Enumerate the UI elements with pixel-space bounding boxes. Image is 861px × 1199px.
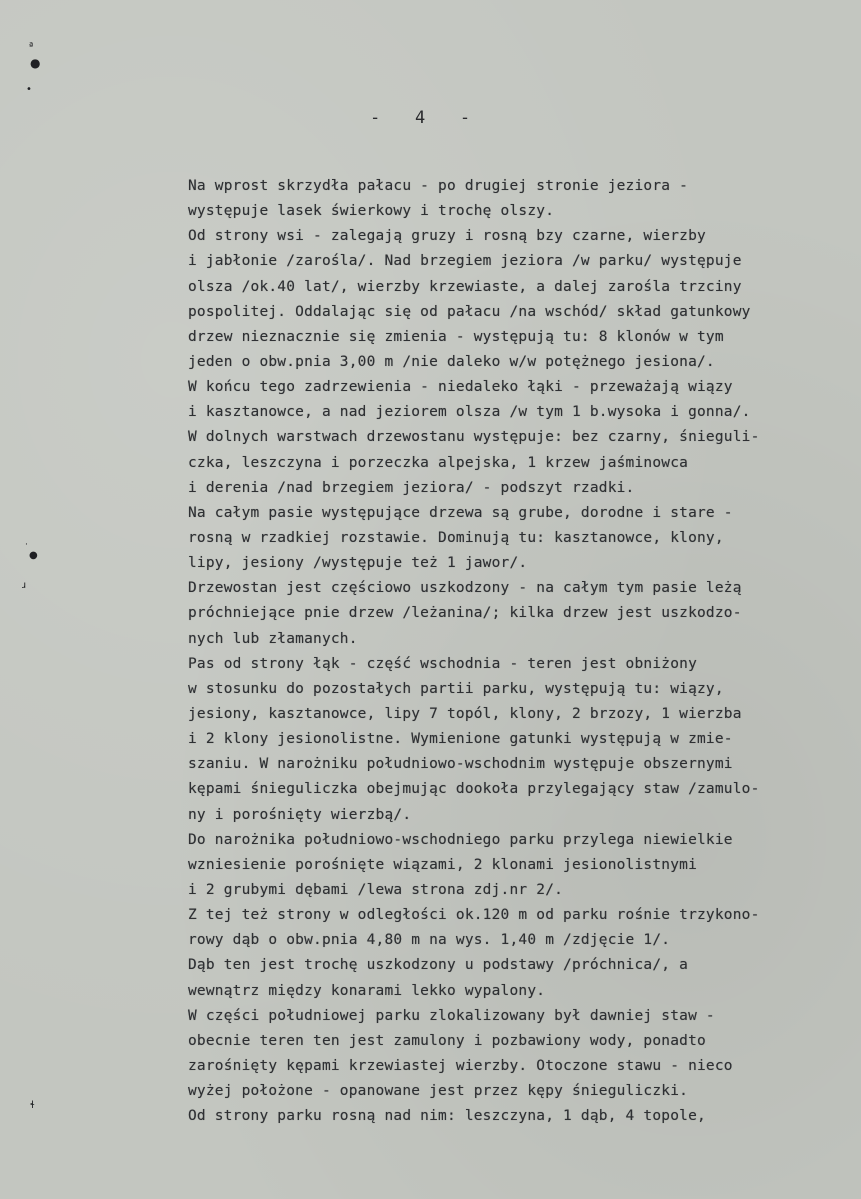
text-line: Dąb ten jest trochę uszkodzony u podstawy /próchnica/, a	[188, 957, 689, 974]
text-line: w stosunku do pozostałych partii parku, występują tu: wiązy,	[188, 680, 724, 697]
text-line: i jabłonie /zarośla/. Nad brzegiem jeziora /w parku/ występuje	[188, 253, 742, 270]
page-number: - 4 -	[370, 108, 472, 128]
text-line: jeden o obw.pnia 3,00 m /nie daleko w/w potężnego jesiona/.	[188, 353, 715, 370]
text-line: próchniejące pnie drzew /leżanina/; kilka drzew jest uszkodzo-	[188, 605, 742, 622]
text-line: rowy dąb o obw.pnia 4,80 m na wys. 1,40 m /zdjęcie 1/.	[188, 932, 671, 949]
margin-mark: ɬ	[30, 1100, 35, 1111]
text-line: jesiony, kasztanowce, lipy 7 topól, klony, 2 brzozy, 1 wierzba	[188, 705, 742, 722]
text-line: kępami śnieguliczka obejmując dookoła przylegający staw /zamulo-	[188, 781, 760, 798]
text-line: wyżej położone - opanowane jest przez kępy śnieguliczki.	[188, 1083, 689, 1100]
text-line: ny i porośnięty wierzbą/.	[188, 806, 412, 823]
text-line: pospolitej. Oddalając się od pałacu /na wschód/ skład gatunkowy	[188, 303, 751, 320]
margin-mark: ·	[25, 540, 28, 550]
margin-mark: ●	[30, 56, 41, 70]
text-line: Pas od strony łąk - część wschodnia - teren jest obniżony	[188, 655, 697, 672]
text-line: rosną w rzadkiej rozstawie. Dominują tu: kasztanowce, klony,	[188, 529, 724, 546]
margin-mark: ●	[29, 550, 38, 561]
text-line: obecnie teren ten jest zamulony i pozbawiony wody, ponadto	[188, 1032, 706, 1049]
margin-mark: ª	[29, 42, 34, 52]
text-line: Do narożnika południowo-wschodniego parku przylega niewielkie	[188, 831, 733, 848]
text-line: W części południowej parku zlokalizowany był dawniej staw -	[188, 1007, 715, 1024]
text-line: Na wprost skrzydła pałacu - po drugiej stronie jeziora -	[188, 178, 689, 194]
typed-text-body	[188, 174, 853, 1129]
text-line: W dolnych warstwach drzewostanu występuje: bez czarny, śnieguli-	[188, 429, 760, 446]
text-line: wewnątrz między konarami lekko wypalony.	[188, 982, 546, 999]
text-line: czka, leszczyna i porzeczka alpejska, 1 krzew jaśminowca	[188, 454, 689, 471]
text-line: nych lub złamanych.	[188, 630, 358, 647]
text-line: olsza /ok.40 lat/, wierzby krzewiaste, a dalej zarośla trzciny	[188, 278, 742, 295]
margin-mark: •	[26, 84, 32, 95]
text-line: Od strony parku rosną nad nim: leszczyna, 1 dąb, 4 topole,	[188, 1108, 706, 1125]
text-line: lipy, jesiony /występuje też 1 jawor/.	[188, 555, 528, 572]
text-line: i derenia /nad brzegiem jeziora/ - podszyt rzadki.	[188, 479, 635, 496]
text-line: i 2 klony jesionolistne. Wymienione gatunki występują w zmie-	[188, 731, 733, 748]
text-line: Z tej też strony w odległości ok.120 m od parku rośnie trzykono-	[188, 907, 760, 924]
text-line: i 2 grubymi dębami /lewa strona zdj.nr 2/.	[188, 881, 564, 898]
text-line: wzniesienie porośnięte wiązami, 2 klonami jesionolistnymi	[188, 856, 697, 873]
text-line: Na całym pasie występujące drzewa są grube, dorodne i stare -	[188, 504, 733, 521]
text-line: W końcu tego zadrzewienia - niedaleko łąki - przeważają wiązy	[188, 379, 733, 396]
text-line: i kasztanowce, a nad jeziorem olsza /w tym 1 b.wysoka i gonna/.	[188, 404, 751, 421]
margin-mark: ɹ	[22, 580, 27, 591]
text-line: występuje lasek świerkowy i trochę olszy.	[188, 203, 555, 220]
text-line: Od strony wsi - zalegają gruzy i rosną bzy czarne, wierzby	[188, 228, 706, 245]
text-line: szaniu. W narożniku południowo-wschodnim występuje obszernymi	[188, 756, 733, 773]
text-line: Drzewostan jest częściowo uszkodzony - na całym tym pasie leżą	[188, 580, 742, 597]
text-line: drzew nieznacznie się zmienia - występują tu: 8 klonów w tym	[188, 328, 724, 345]
text-line: zarośnięty kępami krzewiastej wierzby. Otoczone stawu - nieco	[188, 1057, 733, 1074]
